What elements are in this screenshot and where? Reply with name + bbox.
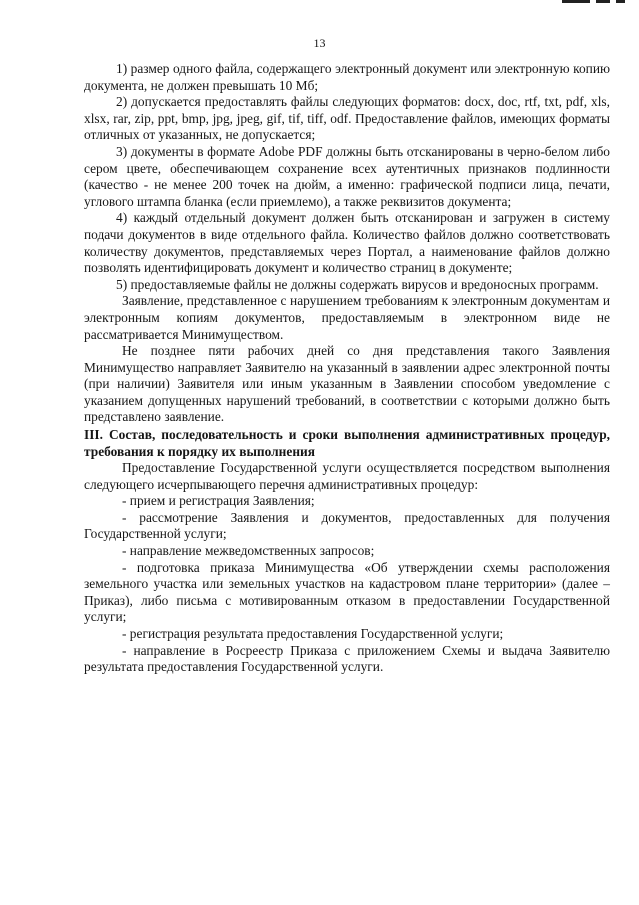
requirement-item-4: 4) каждый отдельный документ должен быть отсканирован и загружен в систему подачи документов в виде отдельного файла. Количество файлов должно соответствовать количеству документов, представляемых через Портал, а наименование файлов должно позволять идентифицировать документ и количество страниц в документе; xyxy=(84,210,610,276)
requirement-item-2: 2) допускается предоставлять файлы следующих форматов: docx, doc, rtf, txt, pdf, xls, xlsx, rar, zip, ppt, bmp, jpg, jpeg, gif, tif, tiff, odf. Предоставление файлов, имеющих форматы отличных от указанных, не допускается; xyxy=(84,94,610,143)
document-body xyxy=(84,61,610,676)
procedure-item: - направление в Росреестр Приказа с приложением Схемы и выдача Заявителю результата предоставления Государственной услуги. xyxy=(84,642,610,675)
procedure-item: - рассмотрение Заявления и документов, предоставленных для получения Государственной услуги; xyxy=(84,509,610,542)
scan-edge-marks xyxy=(562,0,625,3)
procedure-item: - подготовка приказа Минимущества «Об утверждении схемы расположения земельного участка или земельных участков на кадастровом плане территории» (далее – Приказ), либо письма с мотивированным отказом в предоставлении Государственной услуги; xyxy=(84,559,610,625)
procedure-item: - регистрация результата предоставления Государственной услуги; xyxy=(122,626,504,641)
requirement-item-5: 5) предоставляемые файлы не должны содержать вирусов и вредоносных программ. xyxy=(116,276,599,292)
rejection-paragraph: Заявление, представленное с нарушением требованиям к электронным документам и электронным копиям документов, предоставляемым в электронном виде не рассматривается Минимуществом. xyxy=(84,293,610,342)
page-number: 13 xyxy=(313,36,326,50)
requirement-item-3: 3) документы в формате Adobe PDF должны быть отсканированы в черно-белом либо сером цвете, обеспечивающем сохранение всех аутентичных признаков подлинности (качество - не менее 200 точек на дюйм, а именно: графической подписи лица, печати, углового штампа бланка (если приемлемо), а также реквизитов документа; xyxy=(84,143,610,209)
notification-paragraph: Не позднее пяти рабочих дней со дня представления такого Заявления Минимущество направляет Заявителю на указанный в заявлении адрес электронной почты (при наличии) Заявителя или иным указанным в Заявлении способом уведомление с указанием допущенных нарушений требований, в соответствии с которыми должно быть представлено заявление. xyxy=(84,343,610,425)
procedure-item: - направление межведомственных запросов; xyxy=(122,543,375,559)
procedure-item: - прием и регистрация Заявления; xyxy=(122,493,315,509)
requirement-item-1: 1) размер одного файла, содержащего электронный документ или электронную копию документа, не должен превышать 10 Мб; xyxy=(84,61,610,93)
section-heading: III. Состав, последовательность и сроки выполнения административных процедур, требования к порядку их выполнения xyxy=(84,427,610,460)
intro-paragraph: Предоставление Государственной услуги осуществляется посредством выполнения следующего исчерпывающего перечня административных процедур: xyxy=(84,460,610,492)
